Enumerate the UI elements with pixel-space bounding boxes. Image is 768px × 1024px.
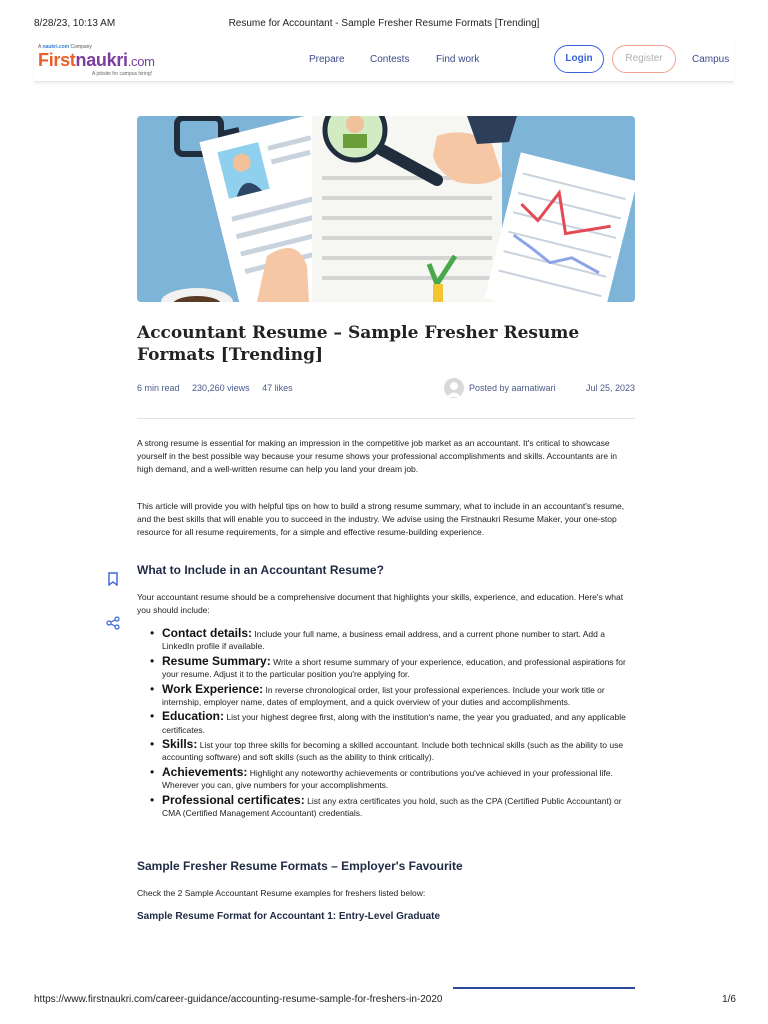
article-title: Accountant Resume – Sample Fresher Resume Formats [Trending] xyxy=(137,323,580,365)
intro-paragraph-1: A strong resume is essential for making an impression in the competitive job market as an accountant. It's critical to showcase yourself in the best possible way because your resume shows your professional accomplishments and skills. Accountants are in high demand, and a well-written resume can help you land your dream job. xyxy=(137,438,618,474)
nav-find-work[interactable]: Find work xyxy=(436,54,480,65)
login-button[interactable]: Login xyxy=(554,45,604,73)
nav-contests[interactable]: Contests xyxy=(370,54,410,65)
logo-wordmark: Firstnaukri.com xyxy=(38,50,155,70)
section-intro: Your accountant resume should be a comprehensive document that highlights your skills, experience, and education. Here's what you should include: xyxy=(137,592,624,615)
article-meta xyxy=(137,383,303,393)
view-count: 230,260 views xyxy=(192,383,250,393)
nav-campus[interactable]: Campus xyxy=(692,54,730,65)
meta-divider xyxy=(137,418,635,419)
list-item: • Resume Summary: Write a short resume summary of your experience, education, and professional aspirations for your resume. Adjust it to the particular position you're applying for. xyxy=(148,655,636,680)
sample-formats-intro: Check the 2 Sample Accountant Resume examples for freshers listed below: xyxy=(137,888,426,898)
print-datetime: 8/28/23, 10:13 AM xyxy=(34,18,116,29)
list-item: • Education: List your highest degree first, along with the institution's name, the year you graduated, and any applicable certificates. xyxy=(148,710,636,735)
list-item: • Contact details: Include your full name, a business email address, and a current phone number to start. Add a LinkedIn profile if available. xyxy=(148,627,636,652)
read-time: 6 min read xyxy=(137,383,180,393)
logo-tagline: A jobsite for campus hiring! xyxy=(92,71,153,77)
section-heading-sample-formats: Sample Fresher Resume Formats – Employer's Favourite xyxy=(137,859,463,873)
scroll-progress-bar xyxy=(453,987,635,989)
nav-prepare[interactable]: Prepare xyxy=(309,54,345,65)
posted-by[interactable]: Posted by aarnatiwari xyxy=(469,383,556,393)
bookmark-icon[interactable] xyxy=(106,572,120,586)
print-page-title: Resume for Accountant - Sample Fresher Resume Formats [Trending] xyxy=(228,18,540,29)
logo-tagline-top: A naukri.com Company xyxy=(38,44,92,50)
hero-illustration xyxy=(137,116,635,302)
like-count: 47 likes xyxy=(262,383,293,393)
firstnaukri-logo[interactable] xyxy=(38,44,168,76)
site-header xyxy=(34,38,734,82)
list-item: • Work Experience: In reverse chronological order, list your professional experiences. Include your work title or internship, employer name, dates of employment, and a quick overview of your duties and accomplishments. xyxy=(148,683,636,708)
print-page-number: 1/6 xyxy=(722,994,736,1005)
intro-paragraph-2: This article will provide you with helpful tips on how to build a strong resume summary, what to include in an accountant's resume, and the best skills that will enable you to succeed in the industry. We advise using the Firstnaukri Resume Maker, your one-stop resource for all resume requirements, for a simple and effective resume-building experience. xyxy=(137,501,625,537)
include-list xyxy=(148,627,636,822)
author-info xyxy=(444,378,635,398)
print-url: https://www.firstnaukri.com/career-guidance/accounting-resume-sample-for-freshers-in-2020 xyxy=(34,994,443,1005)
avatar[interactable] xyxy=(444,378,464,398)
list-item: • Skills: List your top three skills for becoming a skilled accountant. Include both technical skills (such as the ability to use accounting software) and soft skills (such as the ability to think critically). xyxy=(148,738,636,763)
publish-date: Jul 25, 2023 xyxy=(585,383,635,393)
share-icon[interactable] xyxy=(106,616,120,630)
list-item: • Achievements: Highlight any noteworthy achievements or contributions you've achieved in your professional life. Wherever you can, give numbers for your accomplishments. xyxy=(148,766,636,791)
register-button[interactable]: Register xyxy=(612,45,676,73)
section-heading-what-to-include: What to Include in an Accountant Resume? xyxy=(137,563,384,577)
list-item: • Professional certificates: List any extra certificates you hold, such as the CPA (Certified Public Accountant) or CMA (Certified Management Accountant) credentials. xyxy=(148,794,636,819)
section-heading-sample-1: Sample Resume Format for Accountant 1: Entry-Level Graduate xyxy=(137,911,441,922)
